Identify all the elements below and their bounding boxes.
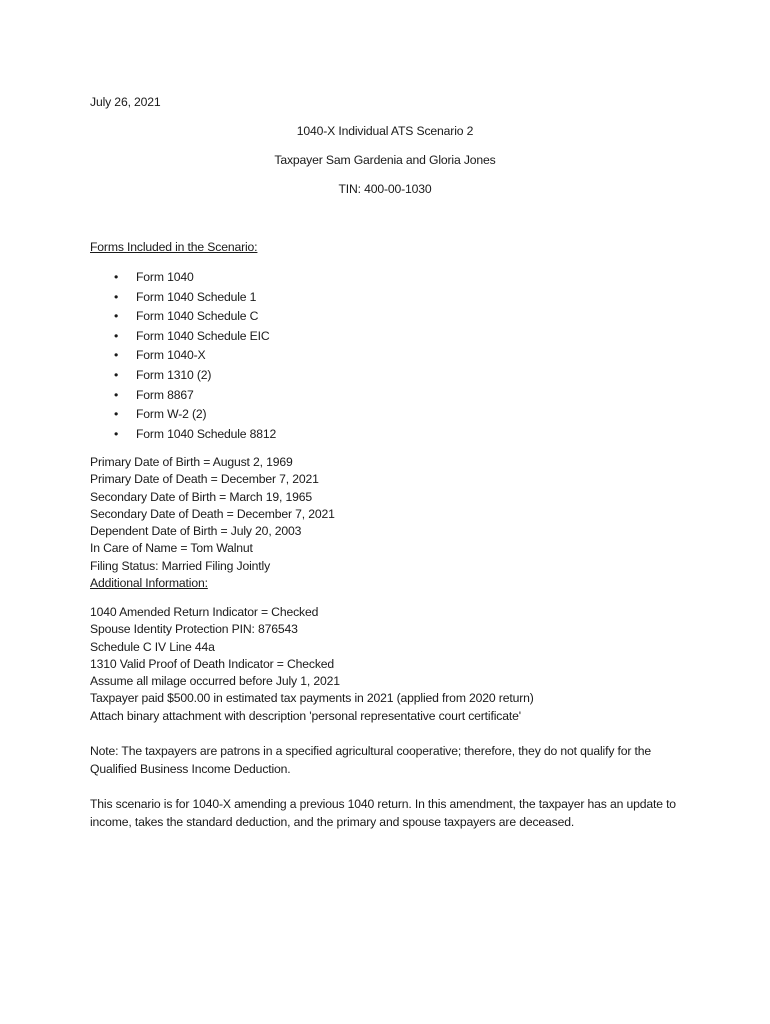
taxpayer-tin: TIN: 400-00-1030 bbox=[338, 182, 432, 196]
list-item bbox=[90, 387, 276, 407]
bullet-icon: • bbox=[114, 309, 119, 324]
dependent-dob: Dependent Date of Birth = July 20, 2003 bbox=[90, 524, 302, 539]
note-paragraph: Note: The taxpayers are patrons in a specified agricultural cooperative; therefore, they do not qualify for the Qualified Business Income Deduction. bbox=[90, 744, 652, 776]
form-name: Form 1040-X bbox=[136, 348, 206, 363]
list-item bbox=[90, 269, 276, 289]
taxpayer-details bbox=[90, 454, 335, 592]
form-name: Form 1040 bbox=[136, 270, 194, 284]
scenario-paragraph: This scenario is for 1040-X amending a previous 1040 return. In this amendment, the taxpayer has an update to income, takes the standard deduction, and the primary and spouse taxpayers are deceased. bbox=[90, 797, 676, 829]
estimated-tax-payments: Taxpayer paid $500.00 in estimated tax payments in 2021 (applied from 2020 return) bbox=[90, 691, 534, 706]
list-item bbox=[90, 347, 276, 367]
form-name: Form 1040 Schedule 8812 bbox=[136, 426, 277, 441]
proof-of-death-indicator: 1310 Valid Proof of Death Indicator = Checked bbox=[90, 656, 335, 671]
spouse-ip-pin: Spouse Identity Protection PIN: 876543 bbox=[90, 622, 298, 637]
primary-dob: Primary Date of Birth = August 2, 1969 bbox=[90, 455, 293, 469]
list-item bbox=[90, 308, 276, 328]
schedule-c-line: Schedule C IV Line 44a bbox=[90, 639, 215, 654]
list-item bbox=[90, 367, 276, 387]
mileage-note: Assume all milage occurred before July 1, 2021 bbox=[90, 674, 340, 689]
bullet-icon: • bbox=[114, 426, 119, 441]
amended-return-indicator: 1040 Amended Return Indicator = Checked bbox=[90, 605, 319, 619]
additional-info bbox=[90, 604, 534, 725]
document-date: July 26, 2021 bbox=[90, 95, 161, 109]
form-name: Form W-2 (2) bbox=[136, 407, 207, 422]
forms-heading: Forms Included in the Scenario: bbox=[90, 240, 258, 254]
scenario-title: 1040-X Individual ATS Scenario 2 bbox=[296, 124, 474, 138]
additional-info-heading: Additional Information: bbox=[90, 576, 208, 591]
form-name: Form 1310 (2) bbox=[136, 367, 212, 382]
list-item bbox=[90, 426, 276, 446]
bullet-icon: • bbox=[114, 328, 119, 343]
taxpayer-names: Taxpayer Sam Gardenia and Gloria Jones bbox=[274, 153, 496, 167]
filing-status: Filing Status: Married Filing Jointly bbox=[90, 558, 271, 573]
form-name: Form 1040 Schedule C bbox=[136, 309, 259, 324]
primary-dod: Primary Date of Death = December 7, 2021 bbox=[90, 472, 319, 487]
binary-attachment: Attach binary attachment with description 'personal representative court certificate' bbox=[90, 708, 521, 723]
bullet-icon: • bbox=[114, 289, 119, 304]
bullet-icon: • bbox=[114, 348, 119, 363]
secondary-dod: Secondary Date of Death = December 7, 2021 bbox=[90, 506, 335, 521]
list-item bbox=[90, 289, 276, 309]
in-care-of-name: In Care of Name = Tom Walnut bbox=[90, 541, 253, 556]
bullet-icon: • bbox=[114, 270, 119, 284]
form-name: Form 1040 Schedule 1 bbox=[136, 289, 257, 304]
form-name: Form 1040 Schedule EIC bbox=[136, 328, 270, 343]
forms-list bbox=[90, 269, 276, 445]
bullet-icon: • bbox=[114, 367, 119, 382]
bullet-icon: • bbox=[114, 387, 119, 402]
list-item bbox=[90, 328, 276, 348]
secondary-dob: Secondary Date of Birth = March 19, 1965 bbox=[90, 489, 312, 504]
bullet-icon: • bbox=[114, 407, 119, 422]
list-item bbox=[90, 406, 276, 426]
form-name: Form 8867 bbox=[136, 387, 194, 402]
